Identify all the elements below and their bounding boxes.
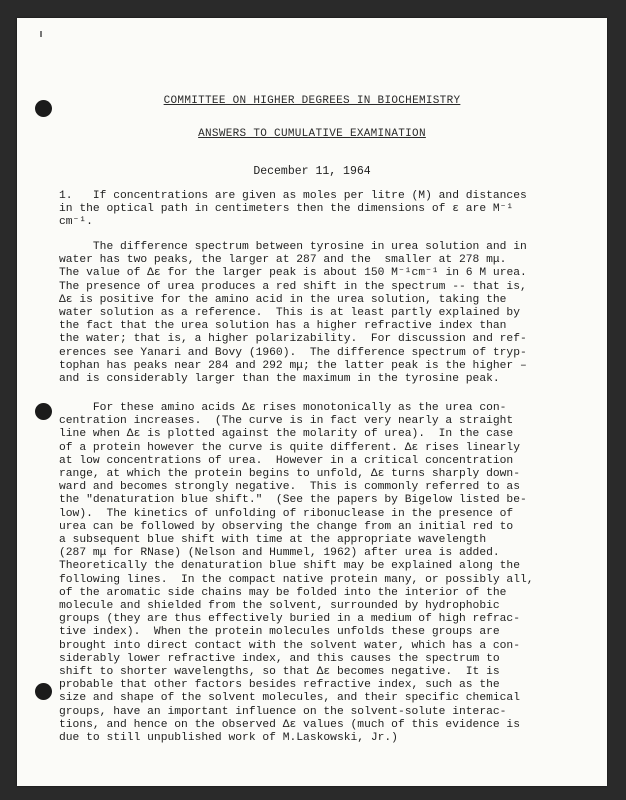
answers-heading: ANSWERS TO CUMULATIVE EXAMINATION bbox=[198, 128, 426, 140]
text-line: tive index). When the protein molecules unfolds these groups are bbox=[59, 626, 500, 639]
text-line: of a protein however the curve is quite different. Δε rises linearly bbox=[59, 441, 520, 454]
text-line: due to still unpublished work of M.Laskowski, Jr.) bbox=[59, 732, 398, 745]
text-line: For these amino acids Δε rises monotonically as the urea con- bbox=[59, 402, 507, 414]
document-date: December 11, 1964 bbox=[253, 165, 371, 178]
text-line: a subsequent blue shift with time at the appropriate wavelength bbox=[59, 534, 487, 547]
text-line: the water; that is, a higher polarizability. For discussion and ref- bbox=[59, 333, 527, 346]
document-page bbox=[17, 18, 607, 786]
text-line: water has two peaks, the larger at 287 and the smaller at 278 mμ. bbox=[59, 254, 507, 267]
text-line: of the aromatic side chains may be folded into the interior of the bbox=[59, 586, 507, 599]
answer-paragraph-1 bbox=[59, 190, 527, 230]
text-line: 1. If concentrations are given as moles per litre (M) and distances bbox=[59, 190, 527, 202]
answer-paragraph-3 bbox=[59, 402, 534, 745]
text-line: urea can be followed by observing the change from an initial red to bbox=[59, 520, 514, 533]
text-line: groups, have an important influence on the solvent-solute interac- bbox=[59, 705, 507, 718]
text-line: water solution as a reference. This is at least partly explained by bbox=[59, 307, 520, 320]
text-line: The value of Δε for the larger peak is about 150 M⁻¹cm⁻¹ in 6 M urea. bbox=[59, 267, 527, 280]
text-line: following lines. In the compact native protein many, or possibly all, bbox=[59, 573, 534, 586]
text-line: Δε is positive for the amino acid in the urea solution, taking the bbox=[59, 293, 507, 306]
text-line: molecule and shielded from the solvent, surrounded by hydrophobic bbox=[59, 600, 500, 613]
text-line: erences see Yanari and Bovy (1960). The difference spectrum of tryp- bbox=[59, 346, 527, 359]
text-line: line when Δε is plotted against the molarity of urea). In the case bbox=[59, 428, 514, 441]
text-line: in the optical path in centimeters then the dimensions of ε are M⁻¹ bbox=[59, 203, 514, 216]
text-line: groups (they are thus effectively buried in a medium of high refrac- bbox=[59, 613, 520, 626]
text-line: probable that other factors besides refractive index, such as the bbox=[59, 679, 500, 692]
text-line: tophan has peaks near 284 and 292 mμ; the latter peak is the higher – bbox=[59, 359, 527, 372]
text-line: range, at which the protein begins to unfold, Δε turns sharply down- bbox=[59, 468, 520, 481]
text-line: low). The kinetics of unfolding of ribonuclease in the presence of bbox=[59, 507, 514, 520]
text-line: cm⁻¹. bbox=[59, 216, 93, 229]
punch-hole-bottom bbox=[35, 683, 52, 700]
margin-mark bbox=[40, 31, 42, 37]
text-line: The presence of urea produces a red shift in the spectrum -- that is, bbox=[59, 280, 527, 293]
punch-hole-middle bbox=[35, 403, 52, 420]
text-line: The difference spectrum between tyrosine in urea solution and in bbox=[59, 241, 527, 253]
text-line: centration increases. (The curve is in fact very nearly a straight bbox=[59, 415, 514, 428]
text-line: Theoretically the denaturation blue shift may be explained along the bbox=[59, 560, 520, 573]
text-line: the "denaturation blue shift." (See the papers by Bigelow listed be- bbox=[59, 494, 527, 507]
text-line: tions, and hence on the observed Δε values (much of this evidence is bbox=[59, 718, 520, 731]
text-line: and is considerably larger than the maximum in the tyrosine peak. bbox=[59, 373, 500, 386]
text-line: ward and becomes strongly negative. This is commonly referred to as bbox=[59, 481, 520, 494]
text-line: at low concentrations of urea. However in a critical concentration bbox=[59, 454, 514, 467]
text-line: shift to shorter wavelengths, so that Δε becomes negative. It is bbox=[59, 666, 500, 679]
text-line: brought into direct contact with the solvent water, which has a con- bbox=[59, 639, 520, 652]
text-line: (287 mμ for RNase) (Nelson and Hummel, 1962) after urea is added. bbox=[59, 547, 500, 560]
committee-heading: COMMITTEE ON HIGHER DEGREES IN BIOCHEMISTRY bbox=[163, 95, 461, 107]
text-line: size and shape of the solvent molecules, and their specific chemical bbox=[59, 692, 520, 705]
text-line: the fact that the urea solution has a higher refractive index than bbox=[59, 320, 507, 333]
text-line: siderably lower refractive index, and this causes the spectrum to bbox=[59, 652, 500, 665]
answer-paragraph-2 bbox=[59, 241, 527, 386]
